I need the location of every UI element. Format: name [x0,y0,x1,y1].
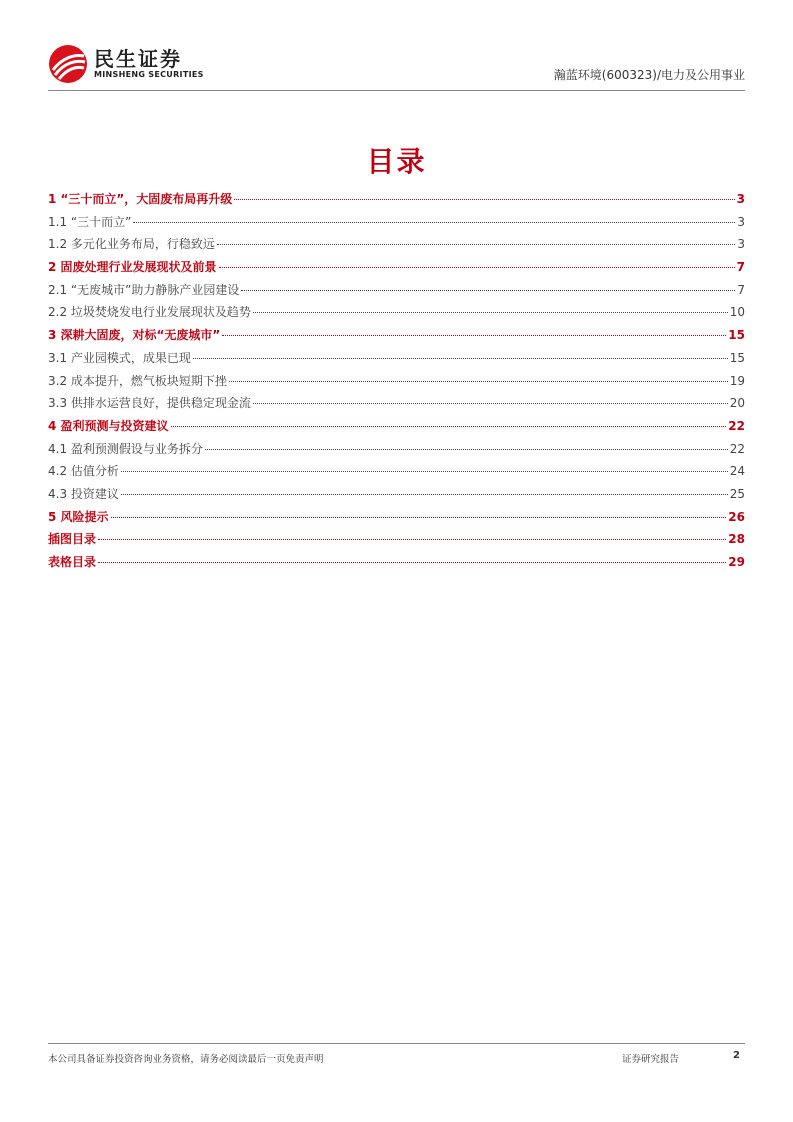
toc-entry-label: 4 盈利预测与投资建议 [48,418,169,433]
toc-leader-dots [111,517,727,518]
toc-entry-page: 24 [729,464,745,479]
toc-entry-label: 2.1 “无废城市”助力静脉产业园建设 [48,282,240,297]
footer-divider [48,1043,745,1044]
footer-disclaimer: 本公司具备证券投资咨询业务资格，请务必阅读最后一页免责声明 [48,1054,324,1065]
toc-entry-label: 5 风险提示 [48,509,109,524]
toc-entry-page: 20 [729,396,745,411]
footer-page-number: 2 [733,1050,740,1061]
toc-leader-dots [121,471,728,472]
toc-entry-page: 7 [737,282,745,297]
toc-entry-label: 3.1 产业园模式，成果已现 [48,350,191,365]
toc-leader-dots [229,381,728,382]
minsheng-logo-icon [48,44,88,84]
toc-entry[interactable] [48,281,745,304]
toc-entry-label: 2 固废处理行业发展现状及前景 [48,260,217,275]
toc-leader-dots [253,312,728,313]
toc-leader-dots [217,244,735,245]
toc-entry[interactable] [48,462,745,485]
toc-entry[interactable] [48,213,745,236]
toc-entry[interactable] [48,372,745,395]
toc-entry-label: 1.2 多元化业务布局，行稳致远 [48,237,215,252]
toc-entry[interactable] [48,258,745,281]
toc-entry-label: 4.3 投资建议 [48,486,119,501]
toc-leader-dots [234,199,734,200]
report-tag: 瀚蓝环境(600323)/电力及公用事业 [553,68,745,82]
footer-doc-type: 证券研究报告 [622,1054,680,1065]
toc-entry-label: 4.1 盈利预测假设与业务拆分 [48,441,203,456]
logo-english-name: MINSHENG SECURITIES [94,70,204,79]
toc-entry[interactable] [48,530,745,553]
toc-entry[interactable] [48,326,745,349]
toc-entry-label: 2.2 垃圾焚烧发电行业发展现状及趋势 [48,305,251,320]
company-logo [48,44,204,84]
toc-leader-dots [121,494,728,495]
toc-entry-label: 3.3 供排水运营良好，提供稳定现金流 [48,396,251,411]
toc-entry[interactable] [48,508,745,531]
toc-leader-dots [171,426,727,427]
page-title: 目录 [366,145,427,178]
toc-entry[interactable] [48,235,745,258]
toc-leader-dots [98,562,726,563]
toc-entry-label: 1.1 “三十而立” [48,214,132,229]
toc-entry-page: 22 [728,418,745,433]
toc-entry-page: 15 [729,350,745,365]
page-header [48,40,745,92]
toc-entry-page: 3 [737,214,745,229]
toc-entry[interactable] [48,440,745,463]
toc-entry-page: 29 [728,555,745,569]
toc-leader-dots [133,222,735,223]
toc-leader-dots [98,539,726,540]
toc-entry-label: 1 “三十而立”，大固废布局再升级 [48,192,233,206]
toc-entry-page: 3 [737,237,745,252]
toc-entry-label: 插图目录 [48,532,97,547]
toc-entry[interactable] [48,417,745,440]
table-of-contents [48,190,745,576]
toc-entry-page: 25 [729,486,745,501]
toc-entry[interactable] [48,394,745,417]
toc-entry-label: 3.2 成本提升，燃气板块短期下挫 [48,373,227,388]
toc-leader-dots [193,358,728,359]
toc-entry-page: 10 [729,305,745,320]
toc-entry[interactable] [48,303,745,326]
toc-leader-dots [253,403,728,404]
toc-entry-page: 19 [729,373,745,388]
toc-entry[interactable] [48,553,745,576]
toc-entry[interactable] [48,349,745,372]
toc-leader-dots [205,449,728,450]
header-divider [48,90,745,91]
toc-entry-label: 表格目录 [48,555,97,569]
toc-entry-page: 3 [736,192,745,206]
toc-entry-page: 28 [728,532,745,547]
toc-entry-page: 22 [729,441,745,456]
toc-entry-page: 7 [736,260,745,275]
toc-entry-page: 26 [728,509,745,524]
toc-leader-dots [222,335,726,336]
toc-leader-dots [219,267,735,268]
toc-entry-label: 3 深耕大固废，对标“无废城市” [48,328,221,343]
toc-entry-page: 15 [728,328,745,343]
toc-entry[interactable] [48,485,745,508]
toc-leader-dots [241,290,735,291]
toc-entry-label: 4.2 估值分析 [48,464,119,479]
logo-chinese-name: 民生证券 [94,47,182,71]
toc-entry[interactable] [48,190,745,213]
